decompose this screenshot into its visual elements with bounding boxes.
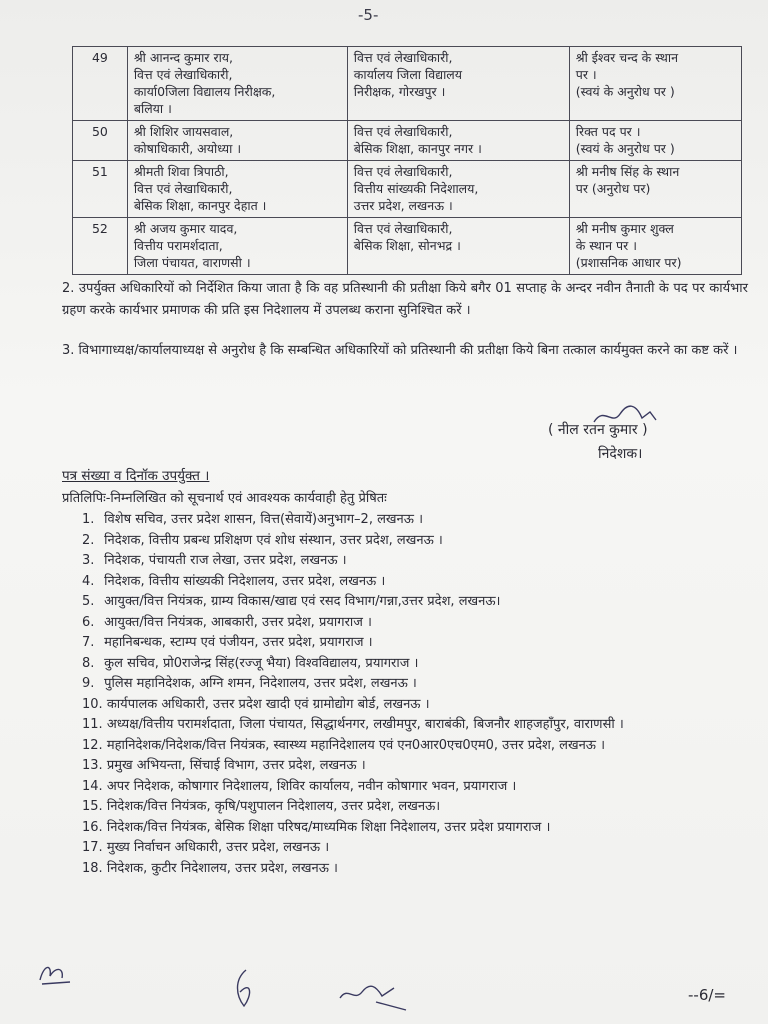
officer-line: वित्तीय परामर्शदाता, (133, 238, 223, 253)
new-posting-line: निरीक्षक, गोरखपुर । (353, 84, 446, 99)
new-posting-line: वित्त एवं लेखाधिकारी, (353, 124, 453, 139)
signature-block (548, 418, 648, 466)
recipient-item (62, 572, 752, 593)
serial-number-cell: 49 (73, 47, 128, 121)
new-posting-line: बेसिक शिक्षा, कानपुर नगर । (353, 141, 482, 156)
recipient-item (62, 592, 752, 613)
recipient-text: निदेशक/वित्त नियंत्रक, कृषि/पशुपालन निदेशालय, उत्तर प्रदेश, लखनऊ। (106, 799, 441, 814)
new-posting-line: बेसिक शिक्षा, सोनभद्र । (353, 238, 461, 253)
officer-line: श्रीमती शिवा त्रिपाठी, (133, 164, 229, 179)
recipient-number: 1. (82, 512, 95, 527)
recipient-item (62, 736, 752, 757)
recipient-item (62, 551, 752, 572)
officer-cell (127, 218, 347, 275)
remark-line: श्री मनीष सिंह के स्थान (575, 164, 680, 179)
officer-line: बलिया । (133, 101, 172, 116)
new-posting-line: उत्तर प्रदेश, लखनऊ । (353, 198, 453, 213)
recipient-text: निदेशक/वित्त नियंत्रक, बेसिक शिक्षा परिषद/माध्यमिक शिक्षा निदेशालय, उत्तर प्रदेश प्रयागराज । (106, 819, 551, 835)
recipient-text: निदेशक, कुटीर निदेशालय, उत्तर प्रदेश, लखनऊ । (106, 860, 338, 876)
recipient-text: महानिबन्धक, स्टाम्प एवं पंजीयन, उत्तर प्रदेश, प्रयागराज । (104, 635, 373, 650)
recipient-number: 7. (82, 635, 95, 650)
remark-line: श्री मनीष कुमार शुक्ल (575, 221, 674, 236)
recipient-number: 18. (82, 860, 103, 876)
new-posting-line: वित्त एवं लेखाधिकारी, (353, 50, 453, 65)
recipient-text: कार्यपालक अधिकारी, उत्तर प्रदेश खादी एवं ग्रामोद्योग बोर्ड, लखनऊ । (106, 696, 430, 712)
recipient-text: निदेशक, वित्तीय प्रबन्ध प्रशिक्षण एवं शोध संस्थान, उत्तर प्रदेश, लखनऊ । (104, 532, 443, 548)
recipient-number: 12. (82, 737, 103, 753)
paragraph-2: 2. उपर्युक्त अधिकारियों को निर्देशित किया जाता है कि वह प्रतिस्थानी की प्रतीक्षा किये बगैर 01 सप्ताह के अन्दर नवीन तैनाती के पद पर कार्यभार ग्रहण करके कार्यभार प्रमाणक की प्रति इस निदेशालय में उपलब्ध कराना सुनिश्चित करें । (62, 281, 748, 318)
remark-line: श्री ईश्वर चन्द के स्थान (575, 50, 679, 65)
table-row (73, 161, 742, 218)
paragraph-3: 3. विभागाध्यक्ष/कार्यालयाध्यक्ष से अनुरोध है कि सम्बन्धित अधिकारियों को प्रतिस्थानी की प्रतीक्षा किये बिना तत्काल कार्यमुक्त करने का कष्ट करें । (62, 343, 738, 358)
officer-line: बेसिक शिक्षा, कानपुर देहात । (133, 198, 267, 213)
recipient-item (62, 777, 752, 798)
recipient-item (62, 838, 752, 859)
recipient-item (62, 674, 752, 695)
remark-line: रिक्त पद पर । (575, 124, 641, 139)
officer-line: श्री अजय कुमार यादव, (133, 221, 238, 236)
remark-cell (569, 218, 741, 275)
recipient-number: 8. (82, 655, 95, 671)
recipient-text: पुलिस महानिदेशक, अग्नि शमन, निदेशालय, उत्तर प्रदेश, लखनऊ । (104, 676, 417, 691)
officer-line: वित्त एवं लेखाधिकारी, (133, 67, 233, 82)
posting-table (72, 46, 742, 275)
recipient-list (62, 510, 752, 879)
table-row (73, 47, 742, 121)
table-row (73, 121, 742, 161)
recipient-item (62, 695, 752, 716)
new-posting-cell (347, 161, 569, 218)
officer-cell (127, 161, 347, 218)
recipient-number: 4. (82, 573, 95, 589)
recipient-text: महानिदेशक/निदेशक/वित्त नियंत्रक, स्वास्थ्य महानिदेशालय एवं एन0आर0एच0एम0, उत्तर प्रदेश, लखनऊ । (106, 737, 606, 753)
officer-cell (127, 47, 347, 121)
new-posting-line: वित्त एवं लेखाधिकारी, (353, 164, 453, 179)
recipient-number: 6. (82, 614, 95, 630)
recipient-item (62, 797, 752, 818)
recipient-number: 11. (82, 717, 103, 732)
recipient-number: 16. (82, 819, 103, 835)
recipient-number: 2. (82, 532, 95, 548)
remark-line: पर । (575, 67, 597, 82)
new-posting-line: वित्त एवं लेखाधिकारी, (353, 221, 453, 236)
recipient-number: 3. (82, 553, 95, 568)
remark-line: के स्थान पर । (575, 238, 637, 253)
next-page-marker: --6/= (688, 986, 726, 1004)
remark-line: पर (अनुरोध पर) (575, 181, 651, 196)
initial-mark-right (336, 980, 416, 1014)
officer-cell (127, 121, 347, 161)
recipient-number: 17. (82, 840, 103, 855)
remark-cell (569, 161, 741, 218)
new-posting-line: वित्तीय सांख्यकी निदेशालय, (353, 181, 479, 196)
recipient-number: 15. (82, 799, 103, 814)
initial-mark-left (36, 958, 76, 988)
officer-line: श्री शिशिर जायसवाल, (133, 124, 234, 139)
officer-line: कार्या0जिला विद्यालय निरीक्षक, (133, 84, 276, 99)
remark-line: (स्वयं के अनुरोध पर ) (575, 84, 675, 99)
serial-number-cell: 52 (73, 218, 128, 275)
recipient-item (62, 756, 752, 777)
recipient-number: 9. (82, 676, 95, 691)
new-posting-line: कार्यालय जिला विद्यालय (353, 67, 463, 82)
remark-line: (प्रशासनिक आधार पर) (575, 255, 682, 270)
recipient-number: 10. (82, 696, 103, 712)
initial-mark-middle (226, 966, 262, 1012)
recipient-item (62, 715, 752, 736)
officer-line: जिला पंचायत, वाराणसी । (133, 255, 251, 270)
copy-to-heading: प्रतिलिपिः-निम्नलिखित को सूचनार्थ एवं आवश्यक कार्यवाही हेतु प्रेषितः (62, 491, 387, 506)
posting-table-body (73, 47, 742, 275)
recipient-text: प्रमुख अभियन्ता, सिंचाई विभाग, उत्तर प्रदेश, लखनऊ । (106, 758, 366, 773)
officer-line: श्री आनन्द कुमार राय, (133, 50, 234, 65)
recipient-text: अध्यक्ष/वित्तीय परामर्शदाता, जिला पंचायत, सिद्धार्थनगर, लखीमपुर, बाराबंकी, बिजनौर शाहजहाँपुर, वाराणसी । (106, 717, 624, 732)
recipient-item (62, 613, 752, 634)
recipient-text: मुख्य निर्वाचन अधिकारी, उत्तर प्रदेश, लखनऊ । (106, 840, 330, 855)
remark-cell (569, 47, 741, 121)
reference-line: पत्र संख्या व दिनॉक उपर्युक्त । (62, 468, 210, 484)
serial-number-cell: 51 (73, 161, 128, 218)
page-number: -5- (358, 6, 379, 24)
recipient-text: विशेष सचिव, उत्तर प्रदेश शासन, वित्त(सेवायें)अनुभाग–2, लखनऊ । (104, 512, 424, 527)
signatory-name: ( नील रतन कुमार ) (548, 422, 648, 438)
recipient-number: 5. (82, 594, 95, 609)
recipient-number: 14. (82, 778, 103, 794)
officer-line: वित्त एवं लेखाधिकारी, (133, 181, 233, 196)
recipient-text: निदेशक, वित्तीय सांख्यकी निदेशालय, उत्तर प्रदेश, लखनऊ । (104, 573, 386, 589)
recipient-item (62, 859, 752, 880)
recipient-number: 13. (82, 758, 103, 773)
recipient-text: कुल सचिव, प्रो0राजेन्द्र सिंह(रज्जू भैया) विश्वविद्यालय, प्रयागराज । (104, 655, 419, 671)
new-posting-cell (347, 218, 569, 275)
recipient-item (62, 654, 752, 675)
recipient-text: अपर निदेशक, कोषागार निदेशालय, शिविर कार्यालय, नवीन कोषागार भवन, प्रयागराज । (106, 778, 517, 794)
recipient-text: आयुक्त/वित्त नियंत्रक, आबकारी, उत्तर प्रदेश, प्रयागराज । (104, 614, 372, 630)
new-posting-cell (347, 47, 569, 121)
officer-line: कोषाधिकारी, अयोध्या । (133, 141, 242, 156)
recipient-item (62, 510, 752, 531)
recipient-text: निदेशक, पंचायती राज लेखा, उत्तर प्रदेश, लखनऊ । (104, 553, 347, 568)
remark-line: (स्वयं के अनुरोध पर ) (575, 141, 675, 156)
table-row (73, 218, 742, 275)
recipient-item (62, 818, 752, 839)
serial-number-cell: 50 (73, 121, 128, 161)
recipient-item (62, 531, 752, 552)
recipient-item (62, 633, 752, 654)
new-posting-cell (347, 121, 569, 161)
remark-cell (569, 121, 741, 161)
recipient-text: आयुक्त/वित्त नियंत्रक, ग्राम्य विकास/खाद्य एवं रसद विभाग/गन्ना,उत्तर प्रदेश, लखनऊ। (104, 594, 501, 609)
signatory-designation: निदेशक। (598, 446, 643, 462)
